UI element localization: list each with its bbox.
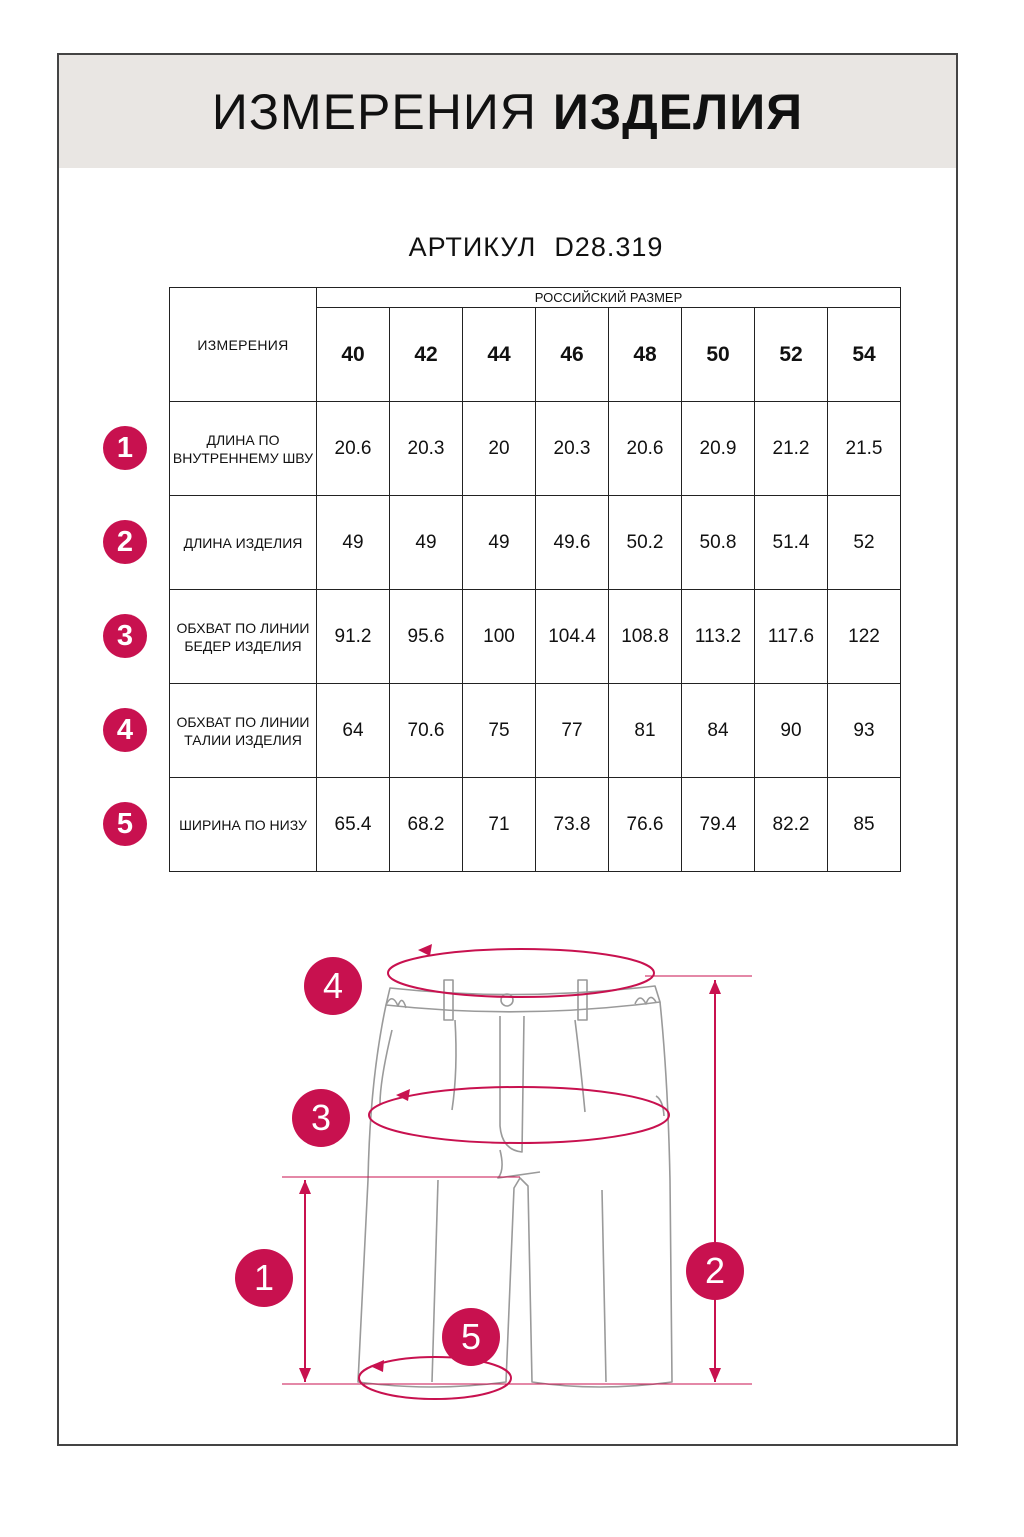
size-header: 44: [463, 308, 536, 402]
table-cell: 104.4: [536, 590, 609, 684]
size-header: 54: [828, 308, 901, 402]
table-cell: 49: [390, 496, 463, 590]
article-code: D28.319: [554, 232, 664, 262]
table-cell: 108.8: [609, 590, 682, 684]
table-row: [170, 778, 901, 872]
table-cell: 71: [463, 778, 536, 872]
table-cell: 20.3: [536, 402, 609, 496]
table-cell: 81: [609, 684, 682, 778]
table-cell: 84: [682, 684, 755, 778]
title-bold: ИЗДЕЛИЯ: [552, 83, 804, 140]
table-cell: 49: [317, 496, 390, 590]
size-header: 52: [755, 308, 828, 402]
table-row: [170, 496, 901, 590]
table-cell: 79.4: [682, 778, 755, 872]
table-cell: 49: [463, 496, 536, 590]
row-number-badge: 3: [103, 614, 147, 658]
row-number-badge: 5: [103, 802, 147, 846]
row-label: ОБХВАТ ПО ЛИНИИ ТАЛИИ ИЗДЕЛИЯ: [170, 684, 317, 778]
table-cell: 51.4: [755, 496, 828, 590]
table-cell: 20.6: [317, 402, 390, 496]
table-cell: 20.6: [609, 402, 682, 496]
row-label: ДЛИНА ИЗДЕЛИЯ: [170, 496, 317, 590]
diagram-marker-4: 4: [304, 957, 362, 1015]
table-cell: 76.6: [609, 778, 682, 872]
size-table: [169, 287, 901, 872]
table-cell: 73.8: [536, 778, 609, 872]
table-cell: 70.6: [390, 684, 463, 778]
table-cell: 21.2: [755, 402, 828, 496]
row-number-badge: 2: [103, 520, 147, 564]
diagram-marker-5: 5: [442, 1308, 500, 1366]
table-cell: 20.9: [682, 402, 755, 496]
table-cell: 85: [828, 778, 901, 872]
table-cell: 50.8: [682, 496, 755, 590]
row-label: ДЛИНА ПО ВНУТРЕННЕМУ ШВУ: [170, 402, 317, 496]
diagram-marker-2: 2: [686, 1242, 744, 1300]
table-cell: 93: [828, 684, 901, 778]
row-number-badge: 4: [103, 708, 147, 752]
table-row: [170, 402, 901, 496]
article-label: АРТИКУЛ: [408, 232, 537, 262]
row-number-badge: 1: [103, 426, 147, 470]
table-cell: 77: [536, 684, 609, 778]
row-label: ОБХВАТ ПО ЛИНИИ БЕДЕР ИЗДЕЛИЯ: [170, 590, 317, 684]
table-cell: 75: [463, 684, 536, 778]
article-line: [0, 232, 1024, 263]
size-group-header: РОССИЙСКИЙ РАЗМЕР: [317, 288, 901, 308]
table-cell: 64: [317, 684, 390, 778]
table-row: [170, 590, 901, 684]
size-header: 50: [682, 308, 755, 402]
size-header: 40: [317, 308, 390, 402]
diagram-marker-3: 3: [292, 1089, 350, 1147]
table-cell: 21.5: [828, 402, 901, 496]
table-cell: 20.3: [390, 402, 463, 496]
table-cell: 82.2: [755, 778, 828, 872]
table-cell: 117.6: [755, 590, 828, 684]
table-cell: 50.2: [609, 496, 682, 590]
size-header: 42: [390, 308, 463, 402]
table-cell: 113.2: [682, 590, 755, 684]
table-cell: 91.2: [317, 590, 390, 684]
table-cell: 20: [463, 402, 536, 496]
size-header: 48: [609, 308, 682, 402]
diagram-marker-1: 1: [235, 1249, 293, 1307]
table-cell: 52: [828, 496, 901, 590]
table-row: [170, 684, 901, 778]
table-cell: 49.6: [536, 496, 609, 590]
table-cell: 122: [828, 590, 901, 684]
measure-header: ИЗМЕРЕНИЯ: [170, 288, 317, 402]
title-thin: ИЗМЕРЕНИЯ: [211, 83, 537, 140]
table-cell: 100: [463, 590, 536, 684]
table-cell: 65.4: [317, 778, 390, 872]
table-cell: 68.2: [390, 778, 463, 872]
table-cell: 95.6: [390, 590, 463, 684]
size-header: 46: [536, 308, 609, 402]
table-cell: 90: [755, 684, 828, 778]
row-label: ШИРИНА ПО НИЗУ: [170, 778, 317, 872]
